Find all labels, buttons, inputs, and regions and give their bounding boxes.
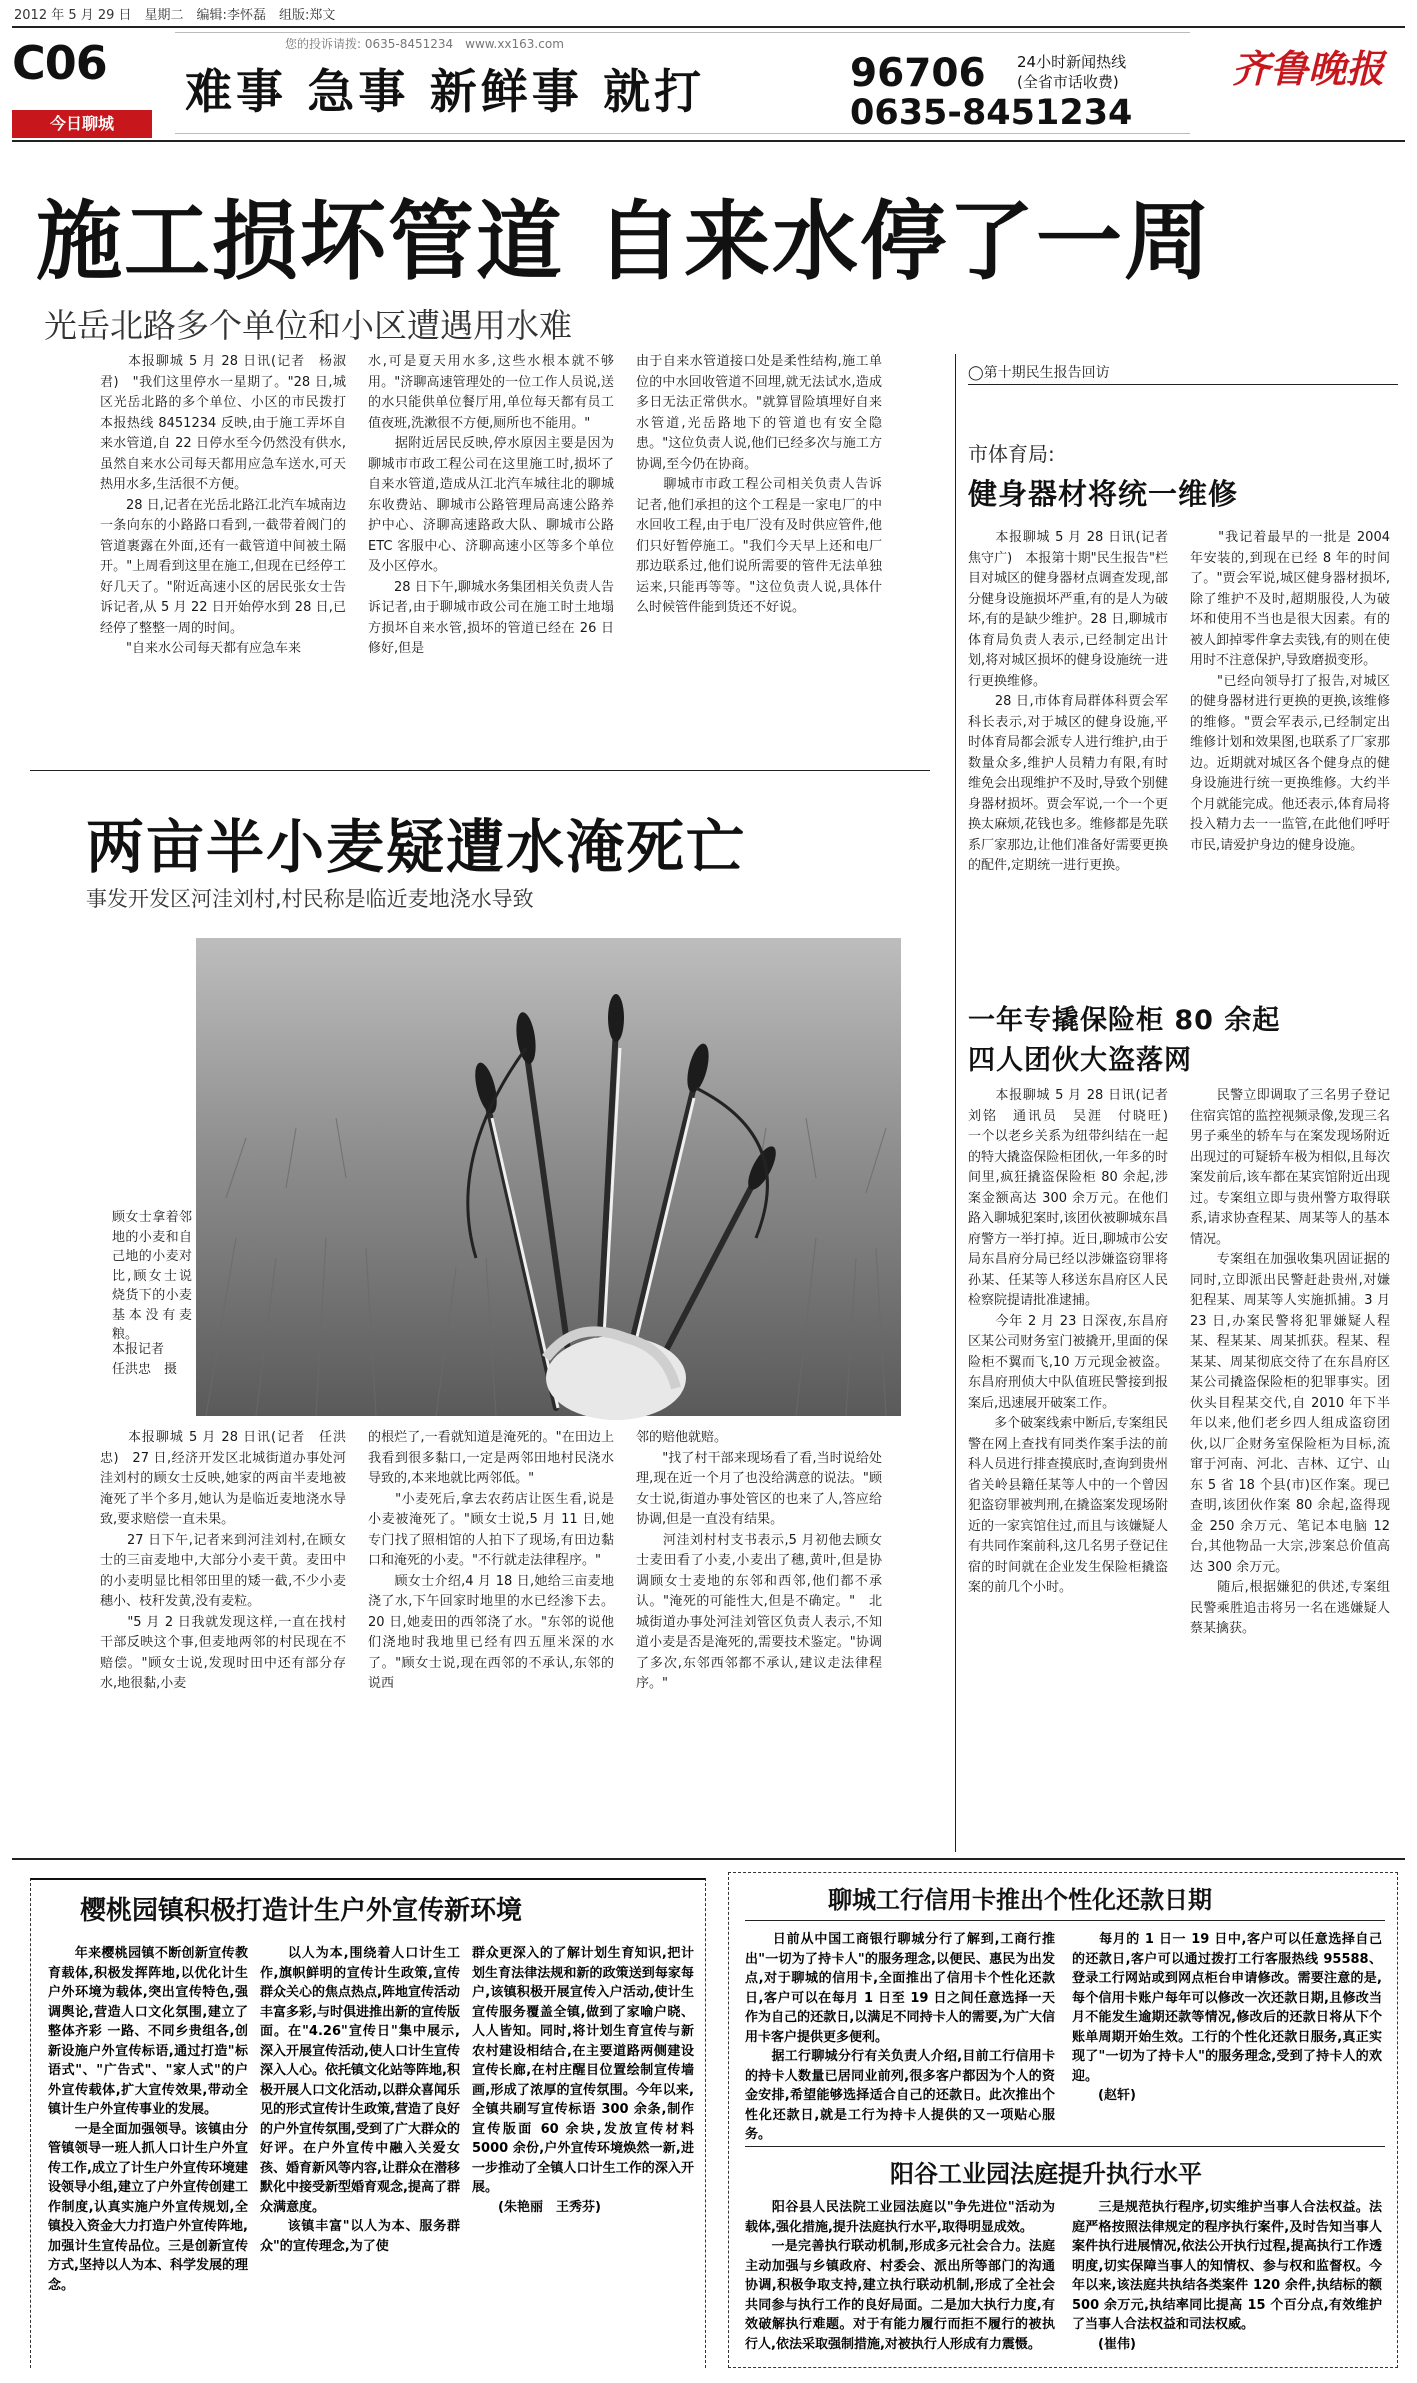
story1-subhead: 光岳北路多个单位和小区遭遇用水难 — [44, 306, 572, 345]
hotline-banner — [175, 32, 1190, 134]
story1-col2: 水,可是夏天用水多,这些水根本就不够用。"济聊高速管理处的一位工作人员说,送的水只能供单位餐厅用,单位每天都有员工值夜班,洗漱很不方便,厕所也不能用。" 据附近居民反映,停水原因主要是因为聊城市市政工程公司在这里施工时,损坏了自来水管道,造成从江北汽车城往北的聊城东收费站、聊城市公路管理局高速公路养护中心、济聊高速路政大队、聊城市公路 ETC 客服中心、济聊高速小区等多个单位及小区停水。 28 日下午,聊城水务集团相关负责人告诉记者,由于聊城市政公司在施工时土地塌方损坏自来水管,损坏的管道已经在 26 日修好,但是 — [368, 354, 614, 656]
section-tag: 今日聊城 — [12, 110, 152, 138]
bottom-right-col2: 每月的 1 日一 19 日中,客户可以任意选择自己的还款日,客户可以通过拨打工行客服热线 95588、登录工行网站或到网点柜台申请修改。需要注意的是,每个信用卡账户每年可以修改一次还款日期,且修改当月不能发生逾期还款等情况,修改后的还款日将从下个账单周期开始生效。工行的个性化还款日服务,真正实现了"一切为了持卡人"的服务理念,受到了持卡人的欢迎。 (赵轩) — [1072, 1932, 1382, 2103]
story2-headline: 两亩半小麦疑遭水淹死亡 — [86, 813, 747, 881]
bottom-band-rule — [12, 1858, 1405, 1860]
right-story2-headline1: 一年专撬保险柜 80 余起 — [968, 1005, 1281, 1036]
hotline-note1: 24小时新闻热线 — [1017, 53, 1127, 71]
bottom-right-col4: 三是规范执行程序,切实维护当事人合法权益。法庭严格按照法律规定的程序执行案件,及时告知当事人案件执行进展情况,依法公开执行过程,提高执行工作透明度,切实保障当事人的知情权、参与权和监督权。今年以来,该法庭共执结各类案件 120 余件,执结标的额 500 余万元,执结率同比提高 15 个百分点,有效维护了当事人合法权益和司法权威。 (崔伟) — [1072, 2200, 1382, 2352]
column-divider — [955, 354, 956, 1852]
wheat-photo-graphic — [196, 938, 901, 1416]
series-tag-text: 第十期民生报告回访 — [983, 365, 1110, 381]
header-rule — [12, 26, 1405, 28]
brand-logo: 齐鲁晚报 — [1232, 46, 1385, 91]
bottom-right-headline: 聊城工行信用卡推出个性化还款日期 — [828, 1886, 1212, 1914]
right-story2-col1: 本报聊城 5 月 28 日讯(记者 刘铭 通讯员 吴涯 付晓旺) 一个以老乡关系为纽带纠结在一起的特大撬盗保险柜团伙,一年多的时间里,疯狂撬盗保险柜 80 余起,涉案金额高达 300 余万元。在他们路入聊城犯案时,该团伙被聊城东昌府警方一举打掉。近日,聊城市公安局东昌府分局已经以涉嫌盗窃罪将孙某、任某等人移送东昌府区人民检察院提请批准逮捕。 今年 2 月 23 日深夜,东昌府区某公司财务室门被撬开,里面的保险柜不翼而飞,10 万元现金被盗。东昌府刑侦大中队值班民警接到报案后,迅速展开破案工作。 多个破案线索中断后,专案组民警在网上查找有同类作案手法的前科人员进行排查摸底时,查询到贵州省关岭县籍任某等人中的一个曾因犯盗窃罪被判刑,在撬盗案发现场附近的一家宾馆住过,而且与该嫌疑人有共同作案前科,这几名男子登记住宿的时间就在企业发生保险柜撬盗案的前几个小时。 — [968, 1088, 1168, 1595]
dateline: 2012 年 5 月 29 日 星期二 编辑:李怀磊 组版:郑文 — [14, 8, 336, 23]
right-col2: "我记着最早的一批是 2004 年安装的,到现在已经 8 年的时间了。"贾会军说,城区健身器材损坏,除了维护不及时,超期服役,人为破坏和使用不当也是很大因素。有的被人卸掉零件拿去卖钱,有的则在使用时不注意保护,导致磨损变形。 "已经向领导打了报告,对城区的健身器材进行更换的更换,该维修的维修。"贾会军表示,已经制定出维修计划和效果图,也联系了厂家那边。近期就对城区各个健身点的健身设施进行统一更换维修。大约半个月就能完成。他还表示,体育局将投入精力去一一监管,在此他们呼吁市民,请爱护身边的健身设施。 — [1190, 530, 1390, 853]
right-col1: 本报聊城 5 月 28 日讯(记者 焦守广) 本报第十期"民生报告"栏目对城区的健身器材点调查发现,部分健身设施损坏严重,有的是人为破坏,有的是缺少维护。28 日,聊城市体育局负责人表示,已经制定出计划,将对城区损坏的健身设施统一进行更换维修。 28 日,市体育局群体科贾会军科长表示,对于城区的健身设施,平时体育局都会派专人进行维护,由于数量众多,维护人员精力有限,有时维免会出现维护不及时,导致个别健身器材损坏。贾会军说,一个一个更换太麻烦,花钱也多。维修都是先联系厂家那边,让他们准备好需要更换的配件,定期统一进行更换。 — [968, 530, 1168, 873]
story2-col3: 邻的赔他就赔。 "找了村干部来现场看了看,当时说给处理,现在近一个月了也没给满意的说法。"顾女士说,街道办事处管区的也来了人,答应给协调,但是一直没有结果。 河洼刘村村支书表示,5 月初他去顾女士麦田看了小麦,小麦出了穗,黄叶,但是协调顾女士麦地的东邻和西邻,他们都不承认。"淹死的可能性大,但是不确定。" 北城街道办事处河洼刘管区负责人表示,不知道小麦是否是淹死的,需要技术鉴定。"协调了多次,东邻西邻都不承认,建议走法律程序。" — [636, 1430, 882, 1691]
bottom-right-col1: 日前从中国工商银行聊城分行了解到,工商行推出"一切为了持卡人"的服务理念,以便民、惠民为出发点,对于聊城的信用卡,全面推出了信用卡个性化还款日,客户可以在每月 1 日至 19 日之间任意选择一天作为自己的还款日,以满足不同持卡人的需要,为广大信用卡客户提供更多便利。 据工行聊城分行有关负责人介绍,目前工行信用卡的持卡人数量已居同业前列,很多客户都因为个人的资金安排,希望能够选择适合自己的还款日。此次推出个性化还款日,就是工行为持卡人提供的又一项贴心服务。 — [745, 1932, 1055, 2142]
header-bottom-rule — [12, 140, 1405, 142]
story1-col3: 由于自来水管道接口处是柔性结构,施工单位的中水回收管道不回埋,就无法试水,造成多日无法正常供水。"就算冒险填埋好自来水管道,光岳路地下的管道也有安全隐患。"这位负责人说,他们已经多次与施工方协调,至今仍在协商。 聊城市市政工程公司相关负责人告诉记者,他们承担的这个工程是一家电厂的中水回收工程,由于电厂没有及时供应管件,他们只好暂停施工。"我们今天早上还和电厂那边联系过,他们说所需要的管件无法单独运来,只能再等等。"这位负责人说,具体什么时候管件能到货还不好说。 — [636, 354, 882, 615]
bottom-left-col1: 年来樱桃园镇不断创新宣传教育载体,积极发挥阵地,以优化计生户外环境为载体,突出宣传特色,强调舆论,营造人口文化氛围,建立了整体齐彩 一路、不同乡贵组各,创新设施户外宣传标语,通过打造"标语式"、"广告式"、"家人式"的户外宣传载体,扩大宣传效果,带动全镇计生户外宣传事业的发展。 一是全面加强领导。该镇由分管镇领导一班人抓人口计生户外宣传工作,成立了计生户外宣传环境建设领导小组,建立了户外宣传创建工作制度,认真实施户外宣传规划,全镇投入资金大力打造户外宣传阵地,加强计生宣传品位。三是创新宣传方式,坚持以人为本、科学发展的理念。 — [48, 1946, 248, 2293]
bottom-left-col2: 以人为本,围绕着人口计生工作,旗帜鲜明的宣传计生政策,宣传群众关心的焦点热点,阵地宣传活动丰富多彩,与时俱进推出新的宣传版面。在"4.26"宣传日"集中展示,深入开展宣传活动,使人口计生宣传深入人心。依托镇文化站等阵地,积极开展人口文化活动,以群众喜闻乐见的形式宣传计生政策,营造了良好的户外宣传氛围,受到了广大群众的好评。在户外宣传中融入关爱女孩、婚育新风等内容,让群众在潜移默化中接受新型婚育观念,提高了群众满意度。 该镇丰富"以人为本、服务群众"的宣传理念,为了使 — [260, 1946, 460, 2254]
hotline-number-second: 0635-8451234 — [850, 93, 1133, 133]
story1-headline: 施工损坏管道 自来水停了一周 — [36, 192, 1212, 292]
right-headline: 健身器材将统一维修 — [968, 477, 1239, 511]
series-rule — [968, 384, 1398, 385]
photo-credit: 本报记者 任洪忠 摄 — [112, 1342, 178, 1377]
hotline-slogan: 难事 急事 新鲜事 就打 — [185, 65, 706, 120]
hotline-small-strip: 您的投诉请拨: 0635-8451234 www.xx163.com — [285, 37, 564, 51]
bottom-right-col3: 阳谷县人民法院工业园法庭以"争先进位"活动为载体,强化措施,提升法庭执行水平,取得明显成效。 一是完善执行联动机制,形成多元社会合力。法庭主动加强与乡镇政府、村委会、派出所等部门的沟通协调,积极争取支持,建立执行联动机制,形成了全社会共同参与执行工作的良好局面。二是加大执行力度,有效破解执行难题。对于有能力履行而拒不履行的被执行人,依法采取强制措施,对被执行人形成有力震慑。 — [745, 2200, 1055, 2352]
story2-col2: 的根烂了,一看就知道是淹死的。"在田边上我看到很多黏口,一定是两邻田地村民浇水导致的,本来地就比两邻低。" "小麦死后,拿去农药店让医生看,说是小麦被淹死了。"顾女士说,5 月 11 日,她专门找了照相馆的人拍下了现场,有田边黏口和淹死的小麦。"不行就走法律程序。" 顾女士介绍,4 月 18 日,她给三亩麦地浇了水,下午回家时地里的水已经渗下去。20 日,她麦田的西邻浇了水。"东邻的说他们浇地时我地里已经有四五厘米深的水了。"顾女士说,现在西邻的不承认,东邻的说西 — [368, 1430, 614, 1691]
bottom-left-headline: 樱桃园镇积极打造计生户外宣传新环境 — [80, 1896, 523, 1926]
bottom-left-col3: 群众更深入的了解计划生育知识,把计划生育法律法规和新的政策送到每家每户,该镇积极开展宣传入户活动,使计生宣传服务覆盖全镇,做到了家喻户晓、人人皆知。同时,将计划生育宣传与新农村建设相结合,在主要道路两侧建设宣传长廊,在村庄醒目位置绘制宣传墙画,形成了浓厚的宣传氛围。今年以来,全镇共刷写宣传标语 300 余条,制作宣传版面 60 余块,发放宣传材料 5000 余份,户外宣传环境焕然一新,进一步推动了全镇人口计生工作的深入开展。 (朱艳丽 王秀芬) — [472, 1946, 694, 2215]
bottom-right-rule — [745, 1920, 1385, 1921]
page-number: C06 — [12, 36, 107, 90]
wheat-photo — [196, 938, 901, 1416]
story1-col1: 本报聊城 5 月 28 日讯(记者 杨淑君) "我们这里停水一星期了。"28 日,城区光岳北路的多个单位、小区的市民拨打本报热线 8451234 反映,由于施工弄坏自来水管道,自 22 日停水至今仍然没有供水,虽然自来水公司每天都用应急车送水,可天热用水多,生活很不方便。 28 日,记者在光岳北路江北汽车城南边一条向东的小路路口看到,一截带着阀门的管道裹露在外面,还有一截管道中间被土隔开。"上周看到这里在施工,但现在已经停工好几天了。"附近高速小区的居民张女士告诉记者,从 5 月 22 日开始停水到 28 日,已经停了整整一周的时间。 "自来水公司每天都有应急车来 — [100, 354, 346, 656]
story-separator — [30, 770, 930, 771]
bottom-right-rule2 — [745, 2146, 1385, 2147]
bottom-right-headline2: 阳谷工业园法庭提升执行水平 — [890, 2160, 1202, 2188]
right-kicker: 市体育局: — [968, 442, 1055, 466]
right-story2-headline2: 四人团伙大盗落网 — [968, 1045, 1192, 1076]
hotline-number-main: 96706 — [850, 51, 986, 96]
hotline-note2: (全省市话收费) — [1017, 73, 1119, 91]
right-story2-col2: 民警立即调取了三名男子登记住宿宾馆的监控视频录像,发现三名男子乘坐的轿车与在案发现场附近出现过的可疑轿车极为相似,且每次案发前后,该车都在某宾馆附近出现过。专案组立即与贵州警方取得联系,请求协查程某、周某等人的基本情况。 专案组在加强收集巩固证据的同时,立即派出民警赶赴贵州,对嫌犯程某、周某等人实施抓捕。3 月 23 日,办案民警将犯罪嫌疑人程某、程某某、周某抓获。程某、程某某、周某彻底交待了在东昌府区某公司撬盗保险柜的犯罪事实。团伙头目程某交代,自 2010 年下半年以来,他们老乡四人组成盗窃团伙,以厂企财务室保险柜为目标,流窜于河南、河北、吉林、辽宁、山东 5 省 18 个县(市)区作案。现已查明,该团伙作案 80 余起,盗得现金 250 余万元、笔记本电脑 12 台,其他物品一大宗,涉案总价值高达 300 余万元。 随后,根据嫌犯的供述,专案组民警乘胜追击将另一名在逃嫌疑人蔡某擒获。 — [1190, 1088, 1390, 1636]
story2-subhead: 事发开发区河洼刘村,村民称是临近麦地浇水导致 — [86, 887, 534, 911]
photo-caption: 顾女士拿着邻地的小麦和自己地的小麦对比,顾女士说烧货下的小麦基本没有麦粮。 — [112, 1210, 192, 1342]
series-tag: ◯第十期民生报告回访 — [968, 365, 1110, 381]
story2-col1: 本报聊城 5 月 28 日讯(记者 任洪忠) 27 日,经济开发区北城街道办事处河洼刘村的顾女士反映,她家的两亩半麦地被淹死了半个多月,她认为是临近麦地浇水导致,要求赔偿一直未果。 27 日下午,记者来到河洼刘村,在顾女士的三亩麦地中,大部分小麦干黄。麦田中的小麦明显比相邻田里的矮一截,不少小麦穗小、枝秆发黄,没有麦粒。 "5 月 2 日我就发现这样,一直在找村干部反映这个事,但麦地两邻的村民现在不赔偿。"顾女士说,发现时田中还有部分存水,地很黏,小麦 — [100, 1430, 346, 1691]
